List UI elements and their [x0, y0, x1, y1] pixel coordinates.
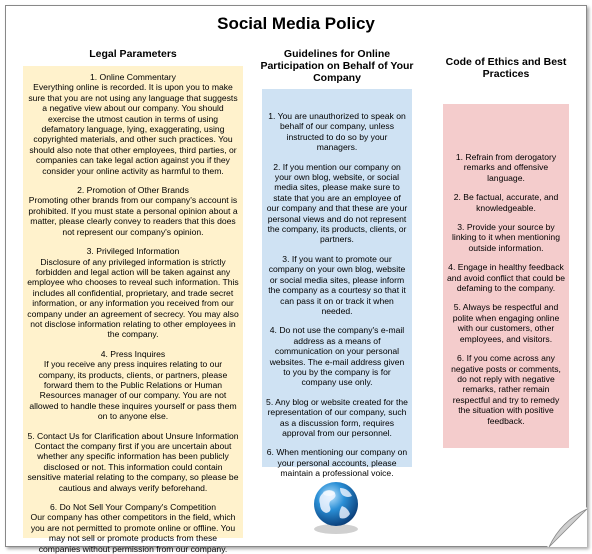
globe-icon	[306, 476, 366, 536]
ethics-item: 2. Be factual, accurate, and knowledgeable.	[453, 192, 559, 213]
guidelines-heading: Guidelines for Online Participation on Behalf of Your Company	[260, 48, 414, 84]
legal-parameters-box	[23, 66, 243, 554]
legal-section-body: Our company has other competitors in the field, which you are not permitted to promote online or offline. You may not sell or promote products from these companies without permission from our company.	[30, 512, 236, 554]
legal-section-body: Promoting other brands from our company's account is prohibited. If you must state a personal opinion about a matter, please clearly convey to readers that this does not represent our company's opinion.	[28, 195, 238, 237]
legal-section-body: Everything online is recorded. It is upon you to make sure that you are not using any language that suggests a negative view about our company. You should exercise the utmost caution in terms of using defamatory language, lying, exaggerating, using copyrighted materials, and other such practices. You should also note that other employees, third parties, or companies can take legal action against you if they consider your online activity as harmful to them.	[28, 82, 238, 176]
legal-section-body: Contact the company first if you are uncertain about whether any specific information has been publicly disclosed or not. This information could contain sensitive material relating to the company, so please be cautious and always verify beforehand.	[27, 441, 239, 493]
legal-section-title: 1. Online Commentary	[90, 72, 176, 82]
ethics-box	[443, 104, 569, 448]
ethics-item: 3. Provide your source by linking to it when mentioning outside information.	[452, 222, 560, 253]
guidelines-box	[262, 89, 412, 479]
guideline-item: 3. If you want to promote our company on your own blog, website or social media sites, please inform the company as a courtesy so that it can pass it on or track it when needed.	[268, 253, 406, 316]
legal-heading: Legal Parameters	[89, 48, 177, 60]
legal-section-title: 5. Contact Us for Clarification about Unsure Information	[27, 430, 239, 441]
legal-section-body: If you receive any press inquires relating to our company, its products, clients, or partners, please forward them to the Public Relations or Human Resources manager of our company. You are not allowed to handle these inquires yourself or pass them on to anyone else.	[29, 359, 237, 422]
legal-section-title: 3. Privileged Information	[86, 246, 180, 257]
legal-section-title: 6. Do Not Sell Your Company's Competition	[50, 502, 216, 513]
ethics-item: 6. If you come across any negative posts or comments, do not reply with negative remarks, rather remain respectful and try to remedy the situation with positive feedback.	[451, 353, 561, 426]
legal-section-title: 4. Press Inquires	[100, 348, 166, 359]
guideline-item: 6. When mentioning our company on your personal accounts, please maintain a professional voice.	[266, 447, 408, 479]
page-title: Social Media Policy	[217, 14, 375, 33]
guideline-item: 2. If you mention our company on your own blog, website, or social media sites, please make sure to state that you are an employee of our company and that these are your personal views and do not represent the company, its products, clients, or partners.	[266, 161, 408, 245]
guideline-item: 1. You are unauthorized to speak on behalf of our company, unless instructed to do so by your managers.	[268, 111, 406, 153]
legal-section-body: Disclosure of any privileged information is strictly forbidden and legal action will be taken against any employee who chooses to reveal such information. This includes all confidential, proprietary, and trade secret information, or any information you received from our company under an agreement of secrecy. You may also not disclose information relating to other employees in the company.	[27, 256, 239, 340]
ethics-item: 5. Always be respectful and polite when engaging online with our customers, other employees, and visitors.	[452, 302, 560, 344]
ethics-item: 1. Refrain from derogatory remarks and offensive language.	[455, 152, 557, 183]
ethics-item: 4. Engage in healthy feedback and avoid conflict that could be defaming to the company.	[447, 262, 566, 294]
guideline-item: 4. Do not use the company's e-mail address as a means of communication on your personal websites. The e-mail address given to you by the company is for company use only.	[269, 325, 405, 388]
page-curl-icon	[547, 507, 587, 547]
legal-section-title: 2. Promotion of Other Brands	[77, 185, 189, 196]
ethics-heading: Code of Ethics and Best Practices	[445, 56, 567, 80]
guideline-item: 5. Any blog or website created for the representation of our company, such as a discussion form, requires approval from our personnel.	[266, 396, 408, 438]
policy-page	[5, 5, 587, 554]
